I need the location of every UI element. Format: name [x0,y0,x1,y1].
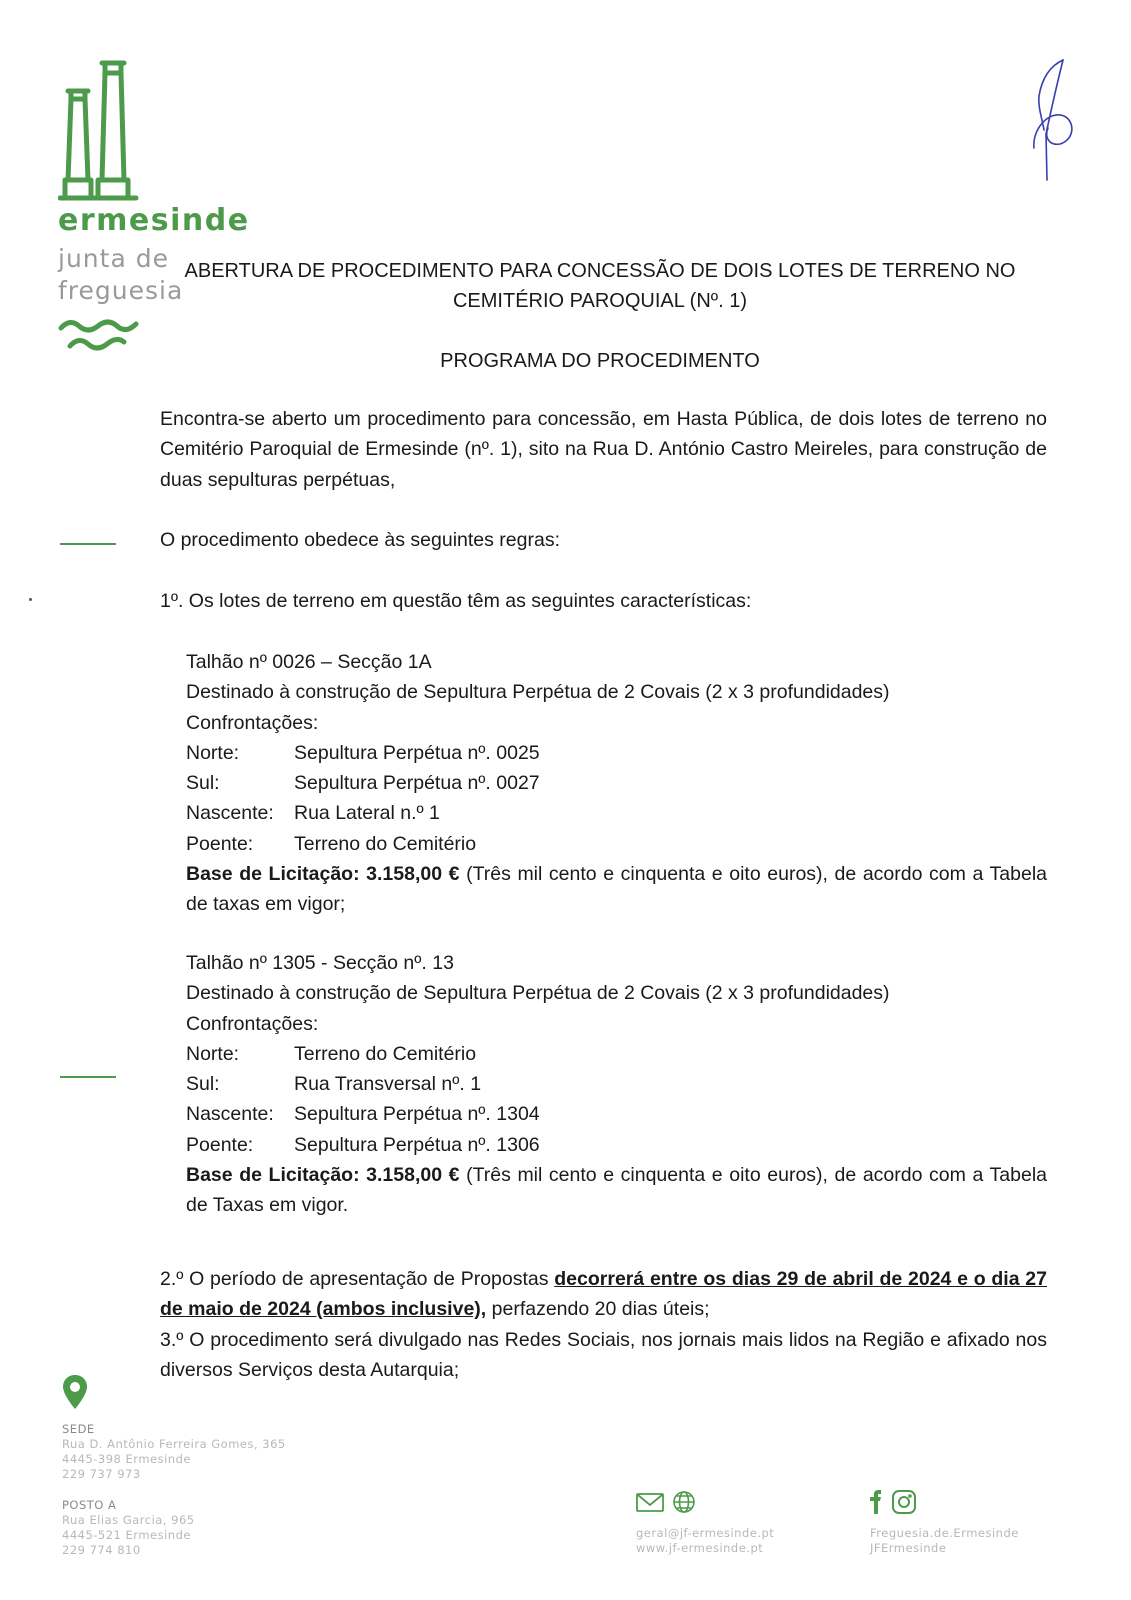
margin-rule [60,543,116,545]
rule-items-2-3 [160,1264,1047,1385]
footer-posto [62,1498,195,1558]
margin-rule [60,1076,116,1078]
document-subtitle: PROGRAMA DO PROCEDIMENTO [440,350,760,372]
lot-purpose: Destinado à construção de Sepultura Perpétua de 2 Covais (2 x 3 profundidades) [186,681,890,704]
globe-icon [674,1492,694,1512]
rule-item-1: 1º. Os lotes de terreno em questão têm as seguintes características: [160,590,752,612]
base-licitacao-label: Base de Licitação: 3.158,00 € [186,1164,460,1187]
rule-item-2-prefix: 2.º O período de apresentação de Propostas [160,1268,555,1290]
bound-value: Terreno do Cemitério [294,1042,477,1065]
brand-subtitle-line1: junta de [58,244,169,273]
brand-name: ermesinde [58,203,250,238]
bound-row [186,738,1047,768]
bound-row [186,1099,1047,1129]
sede-address: Rua D. Antônio Ferreira Gomes, 365 [62,1437,286,1451]
mail-icon [637,1494,663,1511]
posto-address: Rua Elias Garcia, 965 [62,1513,195,1527]
facebook-handle[interactable]: Freguesia.de.Ermesinde [870,1526,1019,1540]
bound-label: Norte: [186,1042,240,1065]
footer-sede [62,1422,286,1482]
posto-phone: 229 774 810 [62,1543,141,1557]
instagram-handle[interactable]: JFErmesinde [870,1541,947,1555]
social-icons [868,1489,920,1515]
contact-icons [636,1490,698,1514]
bound-value: Rua Transversal nº. 1 [294,1073,482,1096]
waves-icon [58,318,140,352]
sede-phone: 229 737 973 [62,1467,141,1481]
base-licitacao [186,1160,1047,1221]
sede-heading: SEDE [62,1422,95,1436]
bound-row [186,829,1047,859]
bound-label: Sul: [186,772,220,795]
facebook-icon [870,1490,881,1514]
rules-intro: O procedimento obedece às seguintes regras: [160,529,560,551]
base-licitacao [186,859,1047,920]
email-link[interactable]: geral@jf-ermesinde.pt [636,1526,775,1540]
bound-label: Nascente: [186,1103,274,1126]
confrontacoes-label: Confrontações: [186,711,319,734]
bound-label: Sul: [186,1073,220,1096]
bound-value: Sepultura Perpétua nº. 0027 [294,772,540,795]
rule-item-3: 3.º O procedimento será divulgado nas Redes Sociais, nos jornais mais lidos na Região e afixado nos diversos Serviços desta Autarquia; [160,1328,1047,1381]
lot-purpose: Destinado à construção de Sepultura Perpétua de 2 Covais (2 x 3 profundidades) [186,982,890,1005]
bound-row [186,798,1047,828]
bound-row [186,1069,1047,1099]
bound-value: Sepultura Perpétua nº. 0025 [294,741,540,764]
scan-speck [29,598,32,601]
website-link[interactable]: www.jf-ermesinde.pt [636,1541,764,1555]
document-title-line1: ABERTURA DE PROCEDIMENTO PARA CONCESSÃO DE DOIS LOTES DE TERRENO NO [184,260,1016,282]
submission-period: decorrerá entre os dias 29 de abril de 2024 e o dia 27 de maio de 2024 (ambos inclusive), [160,1268,1047,1321]
instagram-icon [893,1491,915,1513]
bound-label: Poente: [186,832,254,855]
posto-heading: POSTO A [62,1498,117,1512]
confrontacoes-label: Confrontações: [186,1012,319,1035]
bound-value: Sepultura Perpétua nº. 1304 [294,1103,540,1126]
bound-label: Nascente: [186,802,274,825]
lot-block [186,647,1047,920]
lot-title: Talhão nº 1305 - Secção nº. 13 [186,952,454,974]
rule-item-2-suffix: perfazendo 20 dias úteis; [486,1298,710,1321]
bound-label: Norte: [186,741,240,764]
bound-value: Sepultura Perpétua nº. 1306 [294,1133,540,1156]
footer-social [870,1526,1019,1556]
bound-value: Rua Lateral n.º 1 [294,802,440,825]
map-pin-icon [62,1374,88,1410]
footer-contact [636,1526,774,1556]
document-title-line2: CEMITÉRIO PAROQUIAL (Nº. 1) [452,290,747,312]
rule-item-2 [160,1264,1047,1325]
sede-postal: 4445-398 Ermesinde [62,1452,191,1466]
bound-row [186,1130,1047,1160]
base-licitacao-text: (Três mil cento e cinquenta e oito euros), de acordo com a Tabela de Taxas em vigor. [186,1164,1047,1217]
lot-title: Talhão nº 0026 – Secção 1A [186,651,432,673]
bound-row [186,1039,1047,1069]
lot-block [186,948,1047,1221]
intro-paragraph: Encontra-se aberto um procedimento para concessão, em Hasta Pública, de dois lotes de terreno no Cemitério Paroquial de Ermesinde (nº. 1), sito na Rua D. António Castro Meireles, para construção de duas sepulturas perpétuas, [160,408,1047,491]
base-licitacao-text: (Três mil cento e cinquenta e oito euros), de acordo com a Tabela de taxas em vigor; [186,863,1047,916]
posto-postal: 4445-521 Ermesinde [62,1528,191,1542]
base-licitacao-label: Base de Licitação: 3.158,00 € [186,863,460,886]
brand-subtitle-line2: freguesia [58,276,184,305]
bound-row [186,768,1047,798]
bound-label: Poente: [186,1133,254,1156]
signature-initials [1030,58,1090,188]
twin-columns-logo [58,60,140,202]
bound-value: Terreno do Cemitério [294,832,477,855]
